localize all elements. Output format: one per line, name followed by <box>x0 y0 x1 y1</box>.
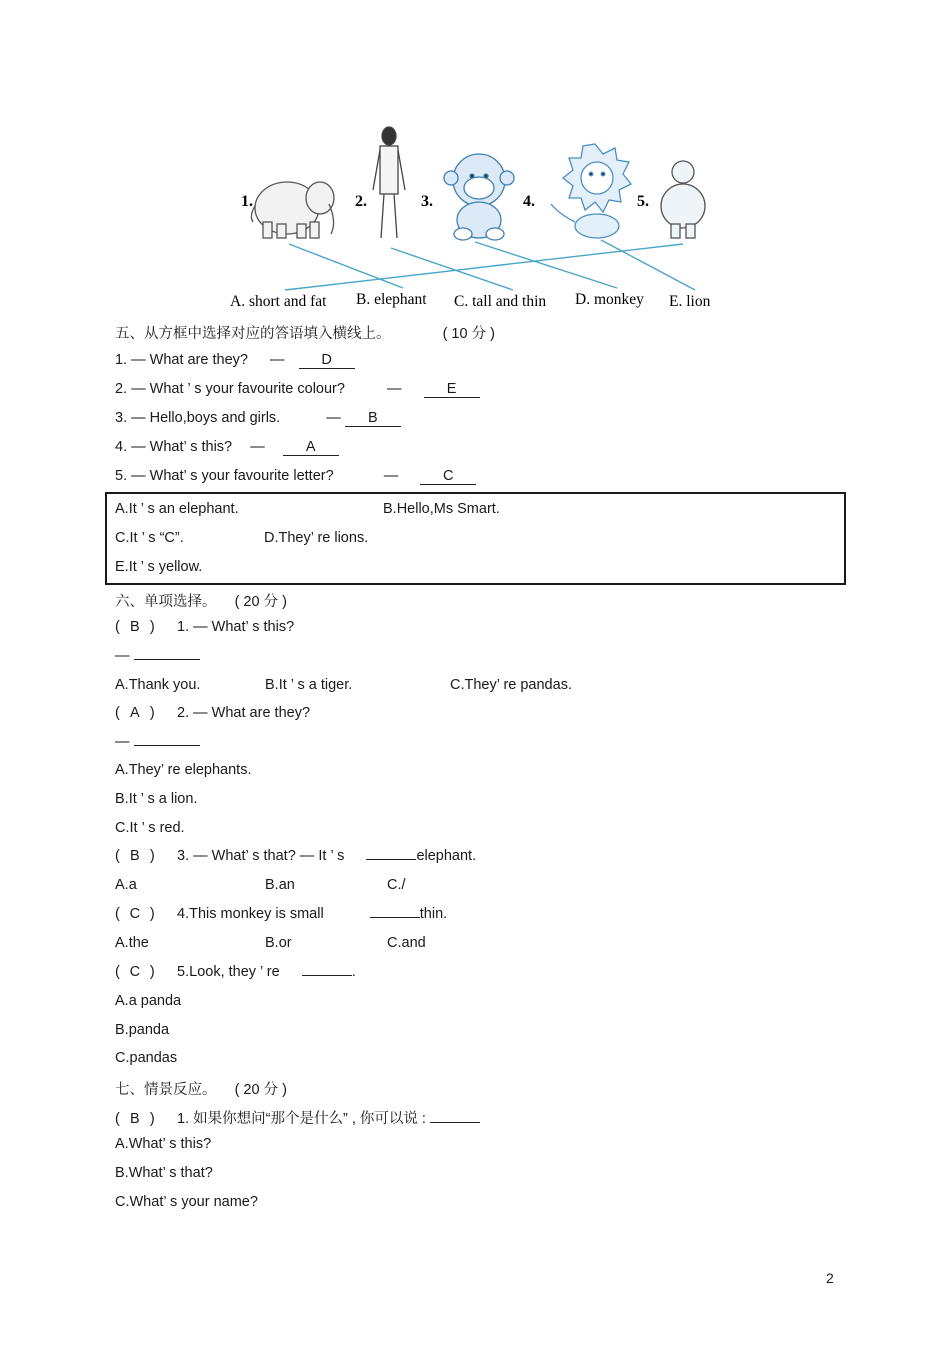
s6-q4-blank[interactable] <box>370 917 420 918</box>
s7-q1-paren: ( B ) <box>115 1111 155 1127</box>
s7-q1-option-c[interactable]: C.What’ s your name? <box>115 1194 258 1210</box>
monkey-picture <box>444 154 514 240</box>
lion-picture <box>551 144 631 238</box>
s6-q3-answer[interactable]: B <box>130 848 140 864</box>
s6-q5-option-c[interactable]: C.pandas <box>115 1050 178 1066</box>
match-option-a: A. short and fat <box>230 293 327 310</box>
s5-item-5 <box>115 468 476 485</box>
s7-q1-text: 1. 如果你想问“那个是什么” , 你可以说 : <box>177 1111 426 1127</box>
s5-q2-text: 2. — What ’ s your favourite colour? <box>115 381 345 397</box>
match-option-e: E. lion <box>669 293 711 310</box>
box-option-a: A.It ’ s an elephant. <box>115 501 239 517</box>
match-option-b: B. elephant <box>356 291 427 308</box>
s6-q1-response <box>115 648 200 664</box>
s5-item-4 <box>115 439 339 456</box>
section5-score: ( 10 分 ) <box>442 326 495 342</box>
section6-score: ( 20 分 ) <box>234 594 287 610</box>
box-row-2 <box>115 530 184 546</box>
matching-svg <box>225 122 725 312</box>
s6-q3-text: 3. — What’ s that? — It ’ s <box>177 848 345 864</box>
s6-q4-text: 4.This monkey is small <box>177 906 324 922</box>
s6-q4-option-c[interactable]: C.and <box>387 935 426 951</box>
s6-q5-option-b[interactable]: B.panda <box>115 1022 170 1038</box>
s6-q5-answer[interactable]: C <box>129 964 141 980</box>
s5-q3-dash: — <box>326 410 341 426</box>
s6-q5-blank[interactable] <box>302 975 352 976</box>
s7-q1-blank[interactable] <box>430 1122 480 1123</box>
box-option-e: E.It ’ s yellow. <box>115 559 203 575</box>
s6-q3-option-a[interactable]: A.a <box>115 877 137 893</box>
s5-q2-answer-blank[interactable]: E <box>424 381 480 398</box>
s6-q1-option-a[interactable]: A.Thank you. <box>115 677 201 693</box>
s6-q1-paren: ( B ) <box>115 619 155 635</box>
s6-q1-answer[interactable]: B <box>130 619 140 635</box>
box-row-3 <box>115 559 202 575</box>
s7-q1-answer[interactable]: B <box>130 1111 140 1127</box>
s6-q4-answer[interactable]: C <box>129 906 141 922</box>
s5-q1-answer-blank[interactable]: D <box>299 352 355 369</box>
box-option-b: B.Hello,Ms Smart. <box>383 501 500 517</box>
s6-q3-option-c[interactable]: C./ <box>387 877 406 893</box>
section5-title: 五、从方框中选择对应的答语填入横线上。 <box>115 326 391 342</box>
s5-q5-dash: — <box>383 468 399 484</box>
s6-q3-after: elephant. <box>416 848 477 864</box>
s5-q3-answer-blank[interactable]: B <box>345 410 401 427</box>
s5-item-1 <box>115 352 355 369</box>
s6-q2-blank[interactable] <box>134 745 200 746</box>
s6-q4-paren: ( C ) <box>115 906 155 922</box>
section7-title: 七、情景反应。 <box>115 1082 217 1098</box>
match-number-4: 4. <box>523 193 535 210</box>
s6-q5-text: 5.Look, they ’ re <box>177 964 280 980</box>
s5-answer-box <box>105 492 846 585</box>
s5-q5-text: 5. — What’ s your favourite letter? <box>115 468 334 484</box>
s6-q3 <box>115 848 476 864</box>
s6-q3-option-b[interactable]: B.an <box>265 877 295 893</box>
matching-lines <box>285 240 695 290</box>
s6-q1-option-b[interactable]: B.It ’ s a tiger. <box>265 677 353 693</box>
s6-q2-option-a[interactable]: A.They’ re elephants. <box>115 762 252 778</box>
s6-q5-after: . <box>351 964 356 980</box>
s5-q1-text: 1. — What are they? <box>115 352 248 368</box>
match-number-5: 5. <box>637 193 649 210</box>
s5-q2-dash: — <box>387 381 402 397</box>
match-option-d: D. monkey <box>575 291 644 308</box>
tall-man-picture <box>373 127 405 238</box>
s6-q2-text: 2. — What are they? <box>177 705 311 721</box>
match-number-2: 2. <box>355 193 367 210</box>
section6-title: 六、单项选择。 <box>115 594 217 610</box>
matching-figure <box>225 122 725 312</box>
s6-q4-option-b[interactable]: B.or <box>265 935 292 951</box>
s7-q1-option-b[interactable]: B.What’ s that? <box>115 1165 213 1181</box>
elephant-picture <box>251 182 334 238</box>
s6-q1-text: 1. — What’ s this? <box>177 619 295 635</box>
s5-item-2 <box>115 381 480 398</box>
fat-man-picture <box>661 161 705 238</box>
box-row-1b <box>383 501 500 517</box>
box-option-d: D.They’ re lions. <box>264 530 369 546</box>
s7-q1-option-a[interactable]: A.What’ s this? <box>115 1136 212 1152</box>
s6-q3-blank[interactable] <box>366 859 416 860</box>
box-row-2b <box>264 530 368 546</box>
s6-q1-dash: — <box>115 648 130 664</box>
s6-q2-option-c[interactable]: C.It ’ s red. <box>115 820 185 836</box>
s6-q4-option-a[interactable]: A.the <box>115 935 149 951</box>
s6-q3-paren: ( B ) <box>115 848 155 864</box>
s6-q2-response <box>115 734 200 750</box>
s6-q2-option-b[interactable]: B.It ’ s a lion. <box>115 791 198 807</box>
match-option-c: C. tall and thin <box>454 293 547 310</box>
s6-q4-after: thin. <box>419 906 448 922</box>
s6-q1-option-c[interactable]: C.They’ re pandas. <box>450 677 572 693</box>
s5-q4-answer-blank[interactable]: A <box>283 439 339 456</box>
section7-heading <box>115 1078 287 1099</box>
s5-q5-answer-blank[interactable]: C <box>420 468 476 485</box>
section7-score: ( 20 分 ) <box>234 1082 287 1098</box>
s6-q5 <box>115 964 356 980</box>
s6-q1-blank[interactable] <box>134 659 200 660</box>
s5-q1-dash: — <box>270 352 285 368</box>
s6-q2-answer[interactable]: A <box>130 705 140 721</box>
s6-q1 <box>115 619 294 635</box>
section6-heading <box>115 590 287 611</box>
s5-q4-text: 4. — What’ s this? <box>115 439 233 455</box>
s6-q4 <box>115 906 447 922</box>
match-number-1: 1. <box>241 193 253 210</box>
s6-q2-dash: — <box>115 734 130 750</box>
page-number: 2 <box>826 1270 834 1286</box>
s6-q2-paren: ( A ) <box>115 705 155 721</box>
s6-q5-paren: ( C ) <box>115 964 155 980</box>
s7-q1 <box>115 1107 480 1128</box>
s5-item-3 <box>115 410 401 427</box>
box-row-1 <box>115 501 239 517</box>
section5-heading <box>115 322 495 343</box>
s6-q5-option-a[interactable]: A.a panda <box>115 993 182 1009</box>
s6-q2 <box>115 705 310 721</box>
s5-q4-dash: — <box>250 439 265 455</box>
match-number-3: 3. <box>421 193 433 210</box>
box-option-c: C.It ’ s “C”. <box>115 530 184 546</box>
s5-q3-text: 3. — Hello,boys and girls. <box>115 410 281 426</box>
